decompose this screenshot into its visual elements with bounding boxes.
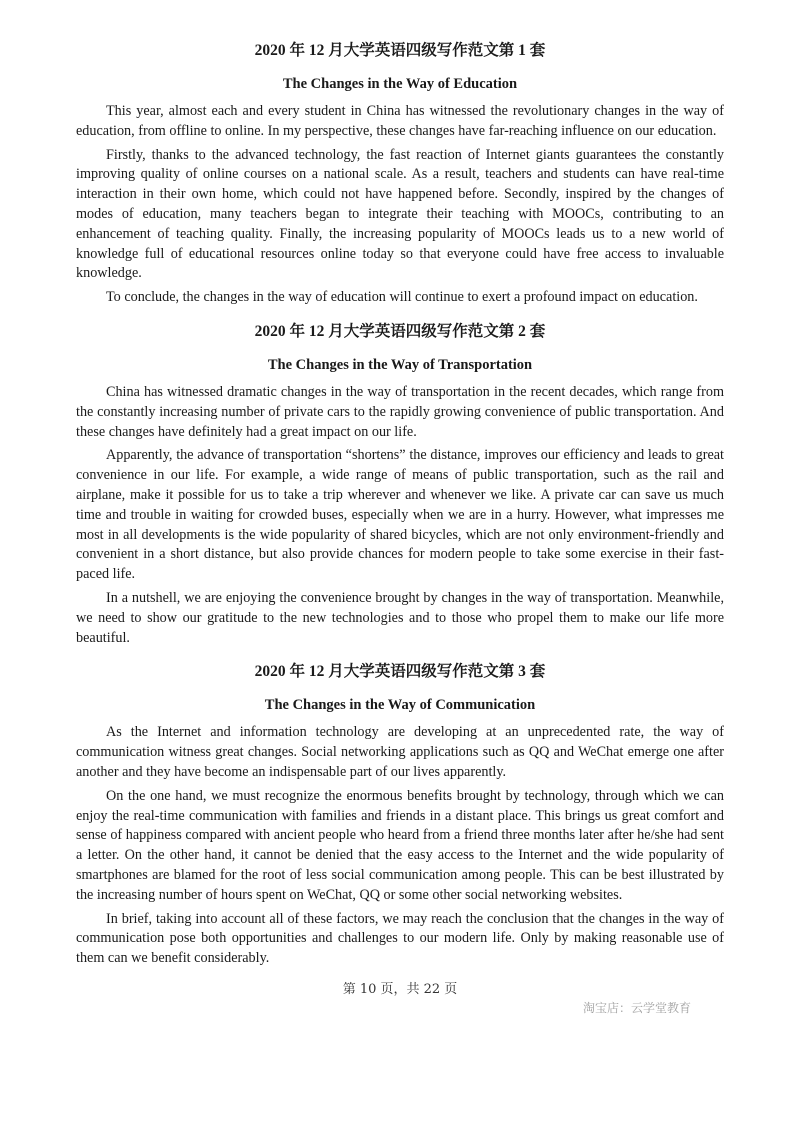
watermark: 淘宝店：云学堂教育 [583, 1001, 692, 1015]
set-title: 2020 年 12 月大学英语四级写作范文第 1 套 [254, 42, 546, 59]
essay-section-1 [76, 40, 724, 308]
paragraph: On the one hand, we must recognize the enormous benefits brought by technology, through which we can enjoy the real-time communication with families and friends in a distant place. This brings us great comfort and sense of happiness compared with ancient people who heard from a friend three months later after he/she had sent a letter. On the other hand, it cannot be denied that the easy access to the Internet and the wide popularity of smartphones are blamed for the root of less social communication among people. This can be best illustrated by the increasing number of hours spent on WeChat, QQ or some other social networking websites. [76, 787, 724, 903]
set-title: 2020 年 12 月大学英语四级写作范文第 2 套 [254, 322, 546, 340]
paragraph: In brief, taking into account all of these factors, we may reach the conclusion that the changes in the way of communication pose both opportunities and challenges to our modern life. Only by making reasonable use of them can we benefit considerably. [76, 910, 724, 967]
paragraph: To conclude, the changes in the way of education will continue to exert a profound impact on education. [106, 289, 698, 306]
essay-title: The Changes in the Way of Communication [264, 697, 536, 714]
essay-section-3 [76, 661, 724, 969]
paragraph: China has witnessed dramatic changes in the way of transportation in the recent decades, which range from the constantly increasing number of private cars to the rapidly growing convenience of public transportation. And these changes have definitely had a great impact on our life. [76, 383, 724, 440]
essay-title: The Changes in the Way of Education [282, 76, 518, 92]
paragraph: Firstly, thanks to the advanced technology, the fast reaction of Internet giants guarantees the constantly improving quality of online courses on a national scale. As a result, teachers and students can have real-time interaction in their own home, which could not have happened before. Secondly, inspired by the changes of modes of education, many teachers began to integrate their teaching with MOOCs, contributing to an enhancement of teaching quality. Finally, the increasing popularity of MOOCs leads us to a new world of knowledge full of educational resources online today so that everyone could have free access to invaluable knowledge. [76, 146, 724, 282]
essay-title: The Changes in the Way of Transportation [267, 356, 533, 373]
document-page [76, 40, 724, 982]
paragraph: As the Internet and information technology are developing at an unprecedented rate, the way of communication witness great changes. Social networking applications such as QQ and WeChat emerge one after another and they have become an indispensable part of our lives apparently. [76, 724, 724, 780]
paragraph: Apparently, the advance of transportation “shortens” the distance, improves our efficiency and leads to great convenience in our life. For example, a wide range of means of public transportation, such as the rail and airplane, make it possible for us to take a trip wherever and whenever we like. A private car can save us much time and trouble in waiting for crowded buses, especially when we are in a hurry. However, what impresses me most in all developments is the wide popularity of shared bicycles, which are not only environment-friendly and convenient in a short distance, but also provide chances for modern people to take some exercise in their fast-paced life. [76, 447, 724, 583]
essay-section-2 [76, 321, 724, 648]
paragraph: In a nutshell, we are enjoying the convenience brought by changes in the way of transportation. Meanwhile, we need to show our gratitude to the new technologies and to those who propel them to make our life more beautiful. [76, 589, 724, 646]
page-number-footer: 第 10 页，共 22 页 [342, 982, 458, 997]
paragraph: This year, almost each and every student in China has witnessed the revolutionary changes in the way of education, from offline to online. In my perspective, these changes have far-reaching influence on our education. [76, 103, 724, 139]
set-title: 2020 年 12 月大学英语四级写作范文第 3 套 [254, 663, 546, 681]
